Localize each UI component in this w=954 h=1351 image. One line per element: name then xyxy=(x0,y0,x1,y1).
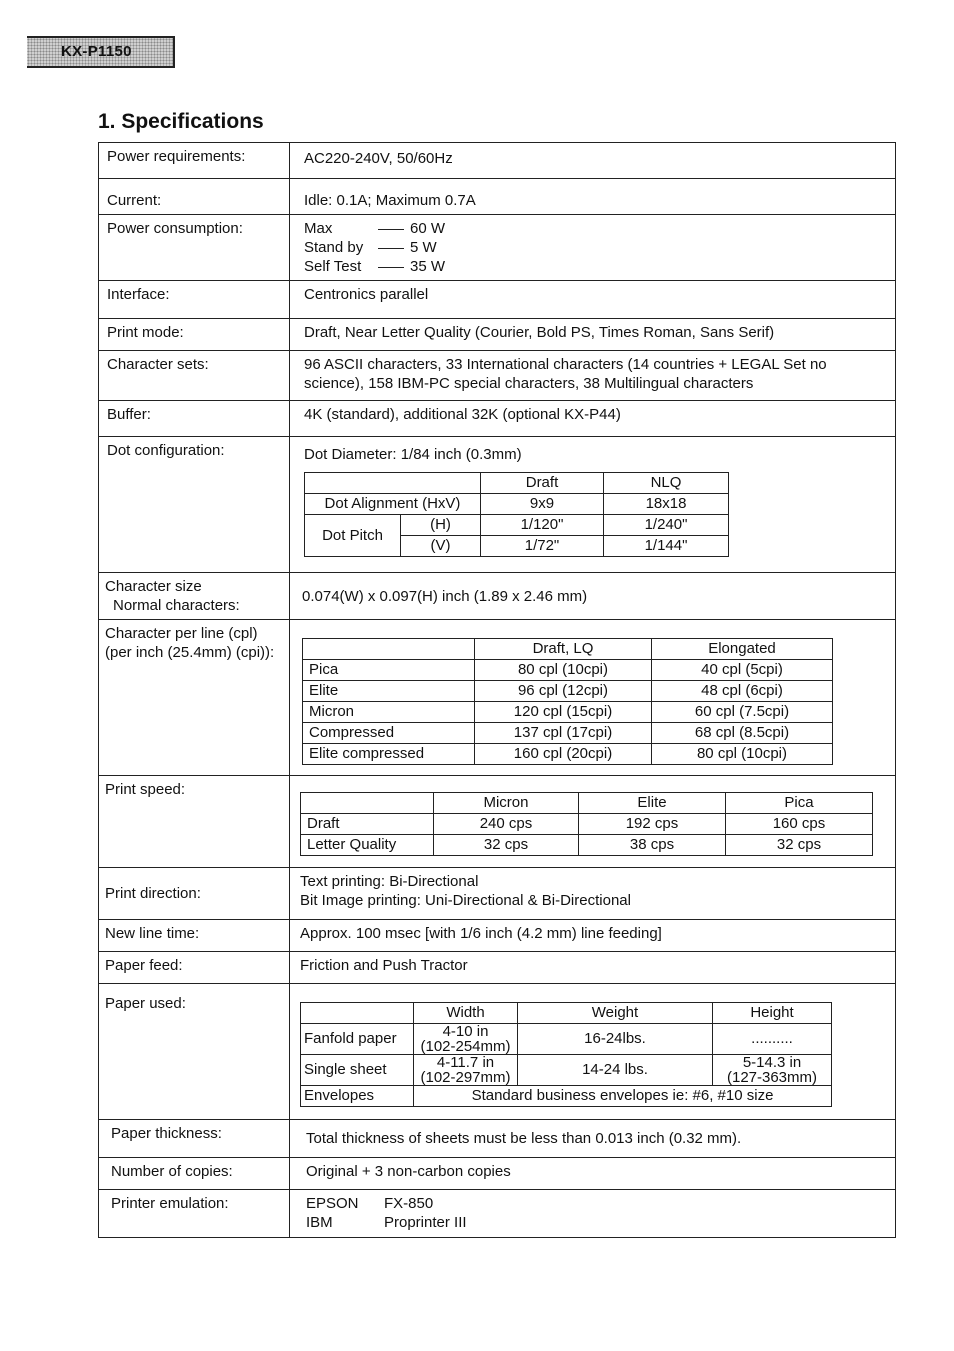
dash-line xyxy=(378,229,404,230)
label-dot-configuration: Dot configuration: xyxy=(99,437,290,573)
label-print-direction: Print direction: xyxy=(99,868,290,920)
specifications-table xyxy=(98,142,896,1238)
dot-table xyxy=(304,472,729,557)
dot-alignment-label: Dot Alignment (HxV) xyxy=(305,494,481,515)
emulation-item: EPSON FX-850 xyxy=(306,1195,434,1212)
paper-row-single: Single sheet 4-11.7 in (102-297mm) 14-24 lbs. 5-14.3 in (127-363mm) xyxy=(301,1055,832,1086)
cpl-table xyxy=(302,638,833,765)
paper-row-envelopes: Envelopes Standard business envelopes ie: #6, #10 size xyxy=(301,1086,832,1107)
row-cpl xyxy=(99,620,896,776)
row-paper-thickness xyxy=(99,1120,896,1158)
dot-col-draft: Draft xyxy=(481,473,604,494)
label-paper-thickness: Paper thickness: xyxy=(99,1120,290,1158)
dash-line xyxy=(378,248,404,249)
row-character-size xyxy=(99,573,896,620)
dot-table-header xyxy=(305,473,729,494)
cpl-header: Draft, LQ Elongated xyxy=(303,639,833,660)
row-print-mode xyxy=(99,319,896,351)
cpl-row: Pica 80 cpl (10cpi) 40 cpl (5cpi) xyxy=(303,660,833,681)
dot-col-nlq: NLQ xyxy=(604,473,729,494)
value-paper-used xyxy=(290,984,896,1120)
row-printer-emulation xyxy=(99,1190,896,1238)
dash-line xyxy=(378,267,404,268)
cpl-row: Micron 120 cpl (15cpi) 60 cpl (7.5cpi) xyxy=(303,702,833,723)
value-print-speed xyxy=(290,776,896,868)
dot-diameter: Dot Diameter: 1/84 inch (0.3mm) xyxy=(304,446,522,463)
dot-pitch-h-row: Dot Pitch (H) 1/120" 1/240" xyxy=(305,515,729,536)
print-speed-header: Micron Elite Pica xyxy=(301,793,873,814)
label-new-line-time: New line time: xyxy=(99,920,290,952)
dot-pitch-label: Dot Pitch xyxy=(305,515,401,557)
label-printer-emulation: Printer emulation: xyxy=(99,1190,290,1238)
value-buffer: 4K (standard), additional 32K (optional KX-P44) xyxy=(290,401,896,437)
paper-used-header: Width Weight Height xyxy=(301,1003,832,1024)
label-current: Current: xyxy=(99,179,290,215)
value-paper-thickness: Total thickness of sheets must be less than 0.013 inch (0.32 mm). xyxy=(290,1120,896,1158)
label-interface: Interface: xyxy=(99,281,290,319)
label-power-requirements: Power requirements: xyxy=(99,143,290,179)
row-new-line-time xyxy=(99,920,896,952)
value-number-of-copies: Original + 3 non-carbon copies xyxy=(290,1158,896,1190)
value-power-consumption xyxy=(290,215,896,281)
row-current xyxy=(99,179,896,215)
dot-alignment-row: Dot Alignment (HxV) 9x9 18x18 xyxy=(305,494,729,515)
label-paper-used: Paper used: xyxy=(99,984,290,1120)
section-title: 1. Specifications xyxy=(98,110,264,133)
label-cpl: Character per line (cpl) (per inch (25.4mm) (cpi)): xyxy=(99,620,290,776)
print-speed-table xyxy=(300,792,873,856)
print-speed-row: Draft 240 cps 192 cps 160 cps xyxy=(301,814,873,835)
row-character-sets xyxy=(99,351,896,401)
paper-row-fanfold: Fanfold paper 4-10 in (102-254mm) 16-24lbs. .......... xyxy=(301,1024,832,1055)
cpl-row: Compressed 137 cpl (17cpi) 68 cpl (8.5cpi) xyxy=(303,723,833,744)
power-item-max: Max 60 W xyxy=(304,220,446,237)
dot-pitch-v-row: (V) 1/72" 1/144" xyxy=(305,536,729,557)
value-character-sets: 96 ASCII characters, 33 International characters (14 countries + LEGAL Set no science), 158 IBM-PC special characters, 38 Multilingual characters xyxy=(290,351,896,401)
row-interface xyxy=(99,281,896,319)
paper-used-table xyxy=(300,1002,832,1107)
row-dot-configuration xyxy=(99,437,896,573)
row-print-direction xyxy=(99,868,896,920)
row-print-speed xyxy=(99,776,896,868)
row-power-consumption xyxy=(99,215,896,281)
row-paper-feed xyxy=(99,952,896,984)
print-speed-row: Letter Quality 32 cps 38 cps 32 cps xyxy=(301,835,873,856)
power-item-selftest: Self Test 35 W xyxy=(304,258,446,275)
row-paper-used xyxy=(99,984,896,1120)
label-power-consumption: Power consumption: xyxy=(99,215,290,281)
value-paper-feed: Friction and Push Tractor xyxy=(290,952,896,984)
value-current: Idle: 0.1A; Maximum 0.7A xyxy=(290,179,896,215)
value-printer-emulation xyxy=(290,1190,896,1238)
label-print-mode: Print mode: xyxy=(99,319,290,351)
cpl-row: Elite 96 cpl (12cpi) 48 cpl (6cpi) xyxy=(303,681,833,702)
value-interface: Centronics parallel xyxy=(290,281,896,319)
label-character-sets: Character sets: xyxy=(99,351,290,401)
value-print-direction: Text printing: Bi-Directional Bit Image printing: Uni-Directional & Bi-Directional xyxy=(290,868,896,920)
label-paper-feed: Paper feed: xyxy=(99,952,290,984)
model-tag: KX-P1150 xyxy=(27,36,175,68)
row-number-of-copies xyxy=(99,1158,896,1190)
power-item-standby: Stand by 5 W xyxy=(304,239,437,256)
emulation-item: IBM Proprinter III xyxy=(306,1214,467,1231)
cpl-row: Elite compressed 160 cpl (20cpi) 80 cpl (10cpi) xyxy=(303,744,833,765)
label-buffer: Buffer: xyxy=(99,401,290,437)
label-character-size: Character size Normal characters: xyxy=(99,573,290,620)
value-dot-configuration xyxy=(290,437,896,573)
row-power-requirements xyxy=(99,143,896,179)
row-buffer xyxy=(99,401,896,437)
value-print-mode: Draft, Near Letter Quality (Courier, Bold PS, Times Roman, Sans Serif) xyxy=(290,319,896,351)
value-power-requirements: AC220-240V, 50/60Hz xyxy=(290,143,896,179)
label-number-of-copies: Number of copies: xyxy=(99,1158,290,1190)
value-cpl xyxy=(290,620,896,776)
label-print-speed: Print speed: xyxy=(99,776,290,868)
value-character-size: 0.074(W) x 0.097(H) inch (1.89 x 2.46 mm) xyxy=(290,573,896,620)
value-new-line-time: Approx. 100 msec [with 1/6 inch (4.2 mm) line feeding] xyxy=(290,920,896,952)
